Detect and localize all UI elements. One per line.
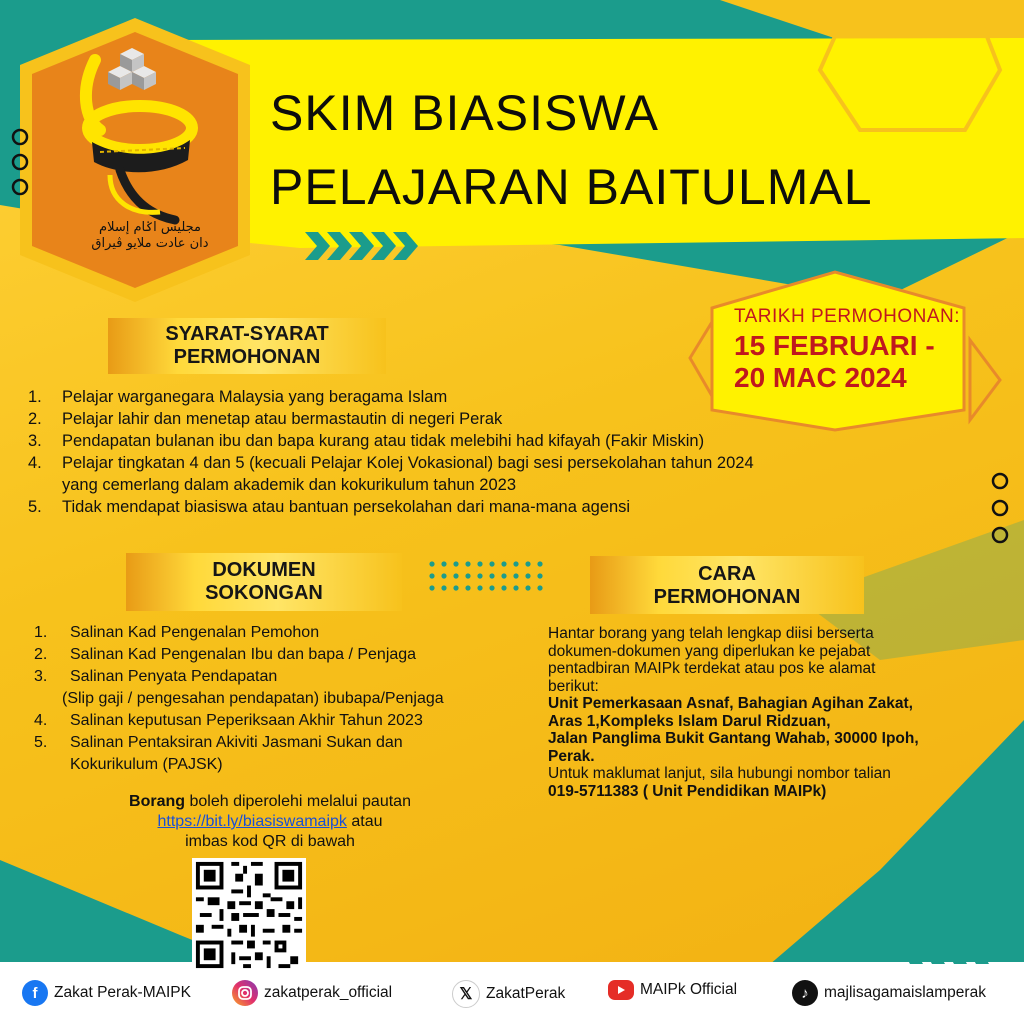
maipk-logo bbox=[60, 40, 210, 250]
address-line: Aras 1,Kompleks Islam Darul Ridzuan, bbox=[548, 712, 831, 730]
list-item: Kokurikulum (PAJSK) bbox=[70, 756, 223, 773]
footer-youtube[interactable]: MAIPk Official bbox=[608, 980, 737, 1000]
address-line: Jalan Panglima Bukit Gantang Wahab, 30000 Ipoh, bbox=[548, 730, 919, 747]
logo-text: مجليس اݢام إسلام دان عادت ملايو ڤيراق bbox=[91, 220, 209, 251]
dokumen-list bbox=[34, 622, 534, 776]
dokumen-heading: DOKUMEN SOKONGAN bbox=[126, 553, 402, 611]
phone-number: 019-5711383 ( Unit Pendidikan MAIPk) bbox=[548, 782, 827, 800]
list-item: 1. Pelajar warganegara Malaysia yang beragama Islam bbox=[28, 388, 448, 406]
list-item: (Slip gaji / pengesahan pendapatan) ibubapa/Penjaga bbox=[62, 690, 444, 707]
date-end: 20 MAC 2024 bbox=[734, 362, 907, 393]
cara-heading: CARA PERMOHONAN bbox=[590, 556, 864, 614]
facebook-icon: f bbox=[22, 980, 48, 1006]
list-item: 4. Pelajar tingkatan 4 dan 5 (kecuali Pelajar Kolej Vokasional) bagi sesi persekolahan tahun 2024 bbox=[28, 454, 754, 472]
footer-facebook[interactable]: f Zakat Perak-MAIPK bbox=[22, 980, 191, 1006]
list-item: 3. Salinan Penyata Pendapatan bbox=[34, 668, 278, 685]
date-box bbox=[722, 306, 972, 394]
footer-tiktok[interactable]: ♪ majlisagamaislamperak bbox=[792, 980, 986, 1006]
footer-instagram[interactable]: zakatperak_official bbox=[232, 980, 392, 1006]
date-start: 15 FEBRUARI - bbox=[734, 330, 935, 361]
syarat-list bbox=[28, 386, 848, 518]
tiktok-icon: ♪ bbox=[792, 980, 818, 1006]
qr-code[interactable] bbox=[192, 858, 306, 972]
list-item: 1. Salinan Kad Pengenalan Pemohon bbox=[34, 624, 320, 641]
list-item: 2. Pelajar lahir dan menetap atau bermastautin di negeri Perak bbox=[28, 410, 503, 428]
footer-x[interactable]: 𝕏 ZakatPerak bbox=[452, 980, 565, 1008]
page-title-line2: PELAJARAN BAITULMAL bbox=[270, 159, 873, 215]
borang-info: Borang boleh diperolehi melalui pautan https://bit.ly/biasiswamaipk atau imbas kod QR di bawah bbox=[129, 793, 411, 850]
instagram-icon bbox=[232, 980, 258, 1006]
cara-body: Hantar borang yang telah lengkap diisi berserta dokumen-dokumen yang diperlukan ke pejabat pentadbiran MAIPk terdekat atau pos ke alamat berikut: Unit Pemerkasaan Asnaf, Bahagian Agihan Zakat, Aras 1,Kompleks Islam Darul Ridzuan, Jalan Panglima Bukit Gantang Wahab, 30000 Ipoh, Perak. Untuk maklumat lanjut, sila hubungi nombor talian 019-5711383 ( Unit Pendidikan MAIPk) bbox=[548, 625, 1008, 800]
list-item: 5. Tidak mendapat biasiswa atau bantuan persekolahan dari mana-mana agensi bbox=[28, 498, 631, 516]
list-item: 2. Salinan Kad Pengenalan Ibu dan bapa / Penjaga bbox=[34, 646, 417, 663]
youtube-icon bbox=[608, 980, 634, 1000]
address-line: Perak. bbox=[548, 747, 595, 765]
list-item: 4. Salinan keputusan Peperiksaan Akhir Tahun 2023 bbox=[34, 712, 423, 729]
list-item: yang cemerlang dalam akademik dan kokurikulum tahun 2023 bbox=[62, 476, 517, 494]
list-item: 5. Salinan Pentaksiran Akiviti Jasmani Sukan dan bbox=[34, 734, 403, 751]
page-title-line1: SKIM BIASISWA bbox=[270, 85, 660, 141]
list-item: 3. Pendapatan bulanan ibu dan bapa kurang atau tidak melebihi had kifayah (Fakir Miskin) bbox=[28, 432, 705, 450]
borang-link[interactable]: https://bit.ly/biasiswamaipk bbox=[157, 813, 347, 830]
syarat-heading: SYARAT-SYARAT PERMOHONAN bbox=[108, 318, 386, 374]
address-line: Unit Pemerkasaan Asnaf, Bahagian Agihan Zakat, bbox=[548, 695, 913, 712]
x-icon: 𝕏 bbox=[452, 980, 480, 1008]
date-label: TARIKH PERMOHONAN: bbox=[733, 306, 961, 327]
